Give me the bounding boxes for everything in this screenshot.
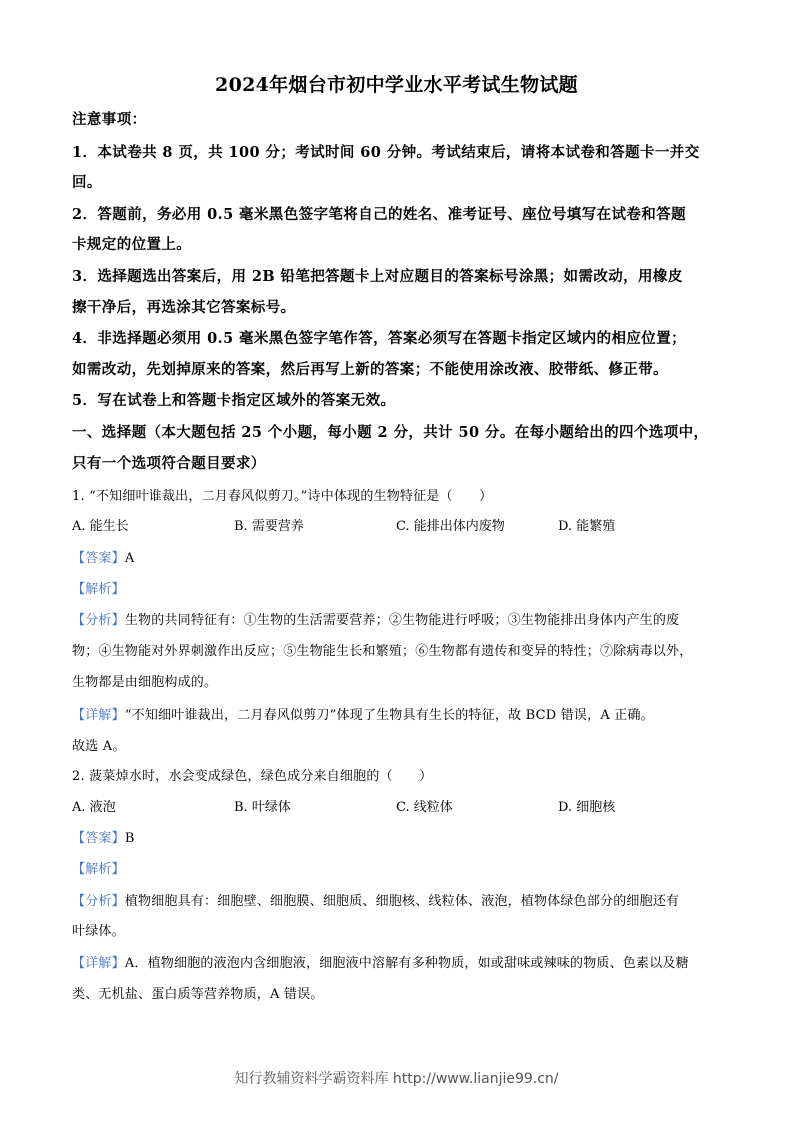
footer-watermark: 知行教辅资料学霸资料库 http://www.lianjie99.cn/ — [234, 1071, 559, 1087]
question-1-detail — [72, 704, 654, 723]
question-1-option-c: C. 能排出体内废物 — [396, 519, 505, 534]
fenxi-text: 生物的共同特征有：①生物的生活需要营养；②生物能进行呼吸；③生物能排出身体内产生的废 — [124, 613, 680, 628]
notice-line: 回。 — [72, 174, 102, 191]
answer-tag: 【答案】 — [72, 831, 125, 846]
detail-tag: 【详解】 — [72, 956, 125, 971]
detail-tag: 【详解】 — [72, 708, 125, 723]
analysis-tag: 【解析】 — [72, 862, 125, 877]
question-1-fenxi-line: 物；④生物能对外界刺激作出反应；⑤生物能生长和繁殖；⑥生物都有遗传和变异的特性；⑦除病毒以外， — [72, 644, 693, 659]
question-2-detail — [72, 952, 689, 971]
exam-title: 2024年烟台市初中学业水平考试生物试题 — [215, 74, 578, 96]
notice-line: 2．答题前，务必用 0.5 毫米黑色签字笔将自己的姓名、准考证号、座位号填写在试卷和答题 — [72, 206, 687, 223]
question-2-option-d: D. 细胞核 — [558, 800, 616, 815]
question-2-stem: 2. 菠菜焯水时，水会变成绿色，绿色成分来自细胞的（ ） — [72, 769, 433, 784]
notice-line: 3．选择题选出答案后，用 2B 铅笔把答题卡上对应题目的答案标号涂黑；如需改动，用橡皮 — [72, 268, 683, 285]
notice-line: 1．本试卷共 8 页，共 100 分；考试时间 60 分钟。考试结束后，请将本试卷和答题卡一并交 — [72, 144, 700, 161]
question-1-option-d: D. 能繁殖 — [558, 519, 616, 534]
question-2-fenxi-line: 叶绿体。 — [72, 924, 125, 939]
notice-line: 4．非选择题必须用 0.5 毫米黑色签字笔作答，答案必须写在答题卡指定区域内的相应位置； — [72, 330, 687, 347]
question-1-analysis-tag — [72, 578, 125, 597]
question-1-answer — [72, 547, 134, 566]
fenxi-text: 植物细胞具有：细胞壁、细胞膜、细胞质、细胞核、线粒体、液泡，植物体绿色部分的细胞还有 — [124, 894, 680, 909]
question-1-option-b: B. 需要营养 — [234, 519, 304, 534]
question-2-fenxi — [72, 890, 679, 909]
notice-line: 如需改动，先划掉原来的答案，然后再写上新的答案；不能使用涂改液、胶带纸、修正带。 — [72, 361, 668, 378]
notice-line: 5．写在试卷上和答题卡指定区域外的答案无效。 — [72, 392, 396, 409]
detail-text: A．植物细胞的液泡内含细胞液，细胞液中溶解有多种物质，如或甜味或辣味的物质、色素以及糖 — [124, 956, 689, 971]
answer-value: A — [124, 551, 135, 566]
answer-value: B — [124, 831, 135, 846]
section-heading: 一、选择题（本大题包括 25 个小题，每小题 2 分，共计 50 分。在每小题给出的四个选项中， — [72, 424, 709, 441]
question-2-analysis-tag — [72, 858, 125, 877]
notice-line: 卡规定的位置上。 — [72, 236, 192, 253]
notice-heading: 注意事项： — [72, 111, 147, 128]
analysis-tag: 【解析】 — [72, 582, 125, 597]
fenxi-tag: 【分析】 — [72, 894, 125, 909]
question-1-option-a: A. 能生长 — [72, 519, 129, 534]
detail-text: “不知细叶谁裁出，二月春风似剪刀”体现了生物具有生长的特征，故 BCD 错误，A 正确。 — [124, 708, 654, 723]
answer-tag: 【答案】 — [72, 551, 125, 566]
question-2-option-a: A. 液泡 — [72, 800, 116, 815]
question-2-option-b: B. 叶绿体 — [234, 800, 291, 815]
question-2-answer — [72, 827, 135, 846]
question-1-fenxi-line: 生物都是由细胞构成的。 — [72, 675, 218, 690]
question-2-option-c: C. 线粒体 — [396, 800, 453, 815]
question-2-detail-line: 类、无机盐、蛋白质等营养物质，A 错误。 — [72, 987, 324, 1002]
question-1-conclusion: 故选 A。 — [72, 739, 126, 754]
fenxi-tag: 【分析】 — [72, 613, 125, 628]
section-heading: 只有一个选项符合题目要求） — [72, 455, 266, 472]
notice-line: 擦干净后，再选涂其它答案标号。 — [72, 299, 296, 316]
question-1-fenxi — [72, 609, 679, 628]
question-1-stem: 1. “不知细叶谁裁出，二月春风似剪刀。”诗中体现的生物特征是（ ） — [72, 489, 493, 504]
